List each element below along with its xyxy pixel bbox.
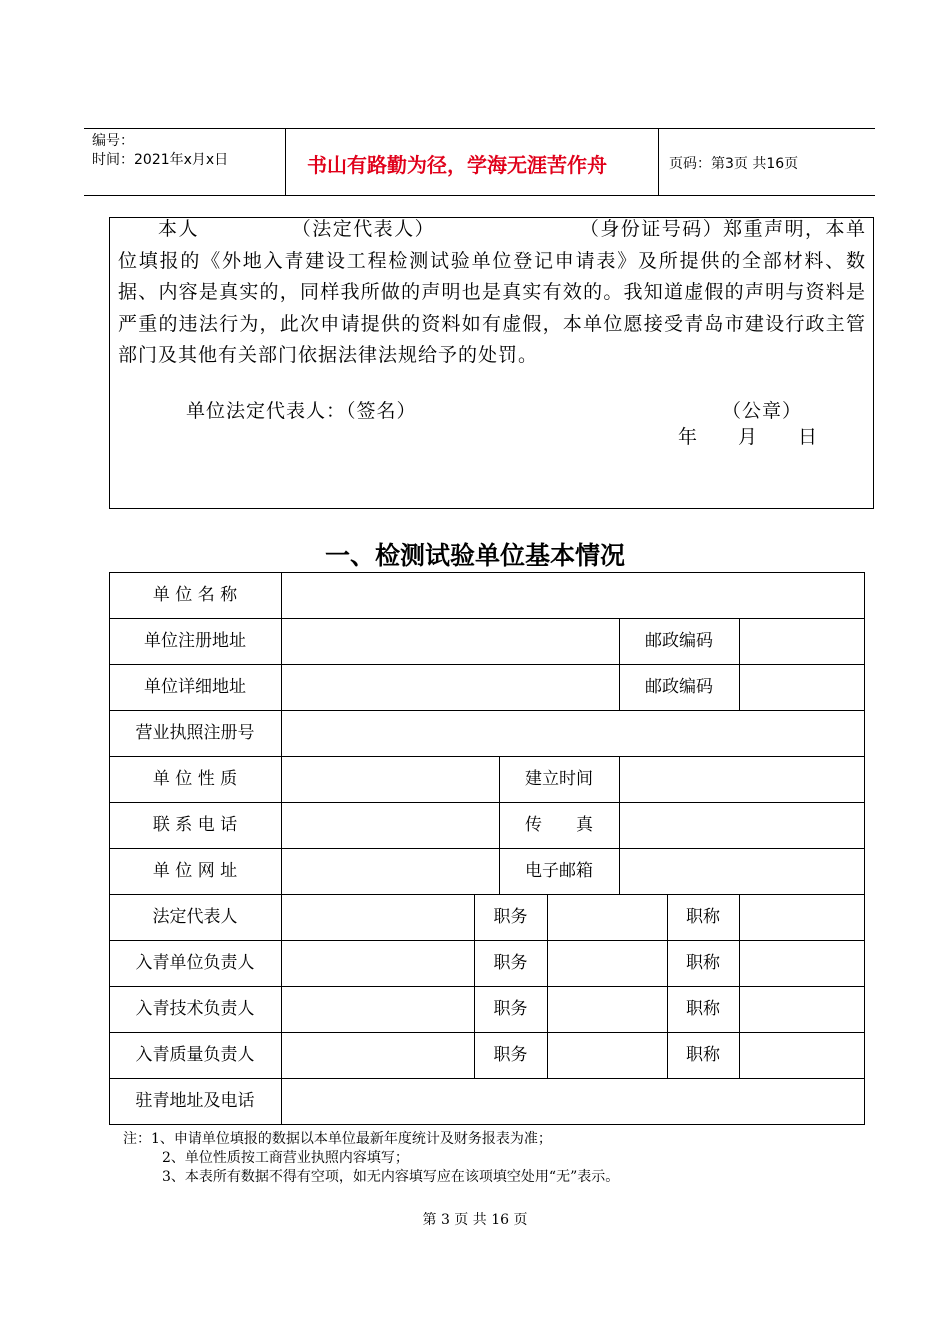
person-title-field[interactable] — [741, 1033, 863, 1077]
reg-address-field[interactable] — [283, 619, 618, 663]
label-person-title: 职称 — [686, 953, 720, 973]
label-person-duty: 职务 — [493, 953, 528, 973]
table-rule — [739, 618, 740, 710]
website-field[interactable] — [283, 849, 498, 893]
declaration-date-label: 年 月 日 — [678, 426, 819, 448]
header-bottom-rule — [84, 195, 875, 196]
table-rule — [109, 1124, 865, 1125]
label-fax: 传 真 — [525, 815, 593, 835]
label-person-role: 入青单位负责人 — [135, 953, 255, 973]
person-name-field[interactable] — [283, 1033, 473, 1077]
label-unit-nature: 单 位 性 质 — [152, 769, 238, 789]
unit-name-field[interactable] — [283, 573, 863, 617]
footer-page-number: 第 3 页 共 16 页 — [422, 1212, 528, 1228]
header-slogan: 书山有路勤为径，学海无涯苦作舟 — [307, 153, 607, 177]
label-person-title: 职称 — [686, 999, 720, 1019]
header-number-label: 编号： — [92, 133, 134, 149]
header-divider-right — [658, 128, 659, 195]
label-detail-address: 单位详细地址 — [144, 677, 246, 697]
header-page-code: 页码：第3页 共16页 — [669, 156, 799, 172]
person-duty-field[interactable] — [549, 987, 666, 1031]
note-line-1: 注：1、申请单位填报的数据以本单位最新年度统计及财务报表为准； — [123, 1131, 552, 1147]
license-no-field[interactable] — [283, 711, 863, 755]
email-field[interactable] — [621, 849, 863, 893]
label-person-role: 法定代表人 — [152, 907, 238, 927]
label-person-title: 职称 — [686, 907, 720, 927]
label-website: 单 位 网 址 — [152, 861, 238, 881]
label-license-no: 营业执照注册号 — [135, 723, 255, 743]
label-person-role: 入青技术负责人 — [135, 999, 255, 1019]
person-title-field[interactable] — [741, 941, 863, 985]
header-time-label: 时间：2021年x月x日 — [92, 152, 229, 168]
header-top-rule — [84, 128, 875, 129]
declaration-seal-label: （公章） — [722, 400, 803, 422]
postcode-2-field[interactable] — [741, 665, 863, 709]
label-postcode-2: 邮政编码 — [645, 677, 713, 697]
label-person-duty: 职务 — [493, 1045, 528, 1065]
person-name-field[interactable] — [283, 895, 473, 939]
postcode-1-field[interactable] — [741, 619, 863, 663]
table-rule — [547, 894, 548, 1078]
label-person-title: 职称 — [686, 1045, 720, 1065]
fax-field[interactable] — [621, 803, 863, 847]
section-title: 一、检测试验单位基本情况 — [324, 541, 625, 570]
detail-address-field[interactable] — [283, 665, 618, 709]
label-postcode-1: 邮政编码 — [645, 631, 713, 651]
label-station-address: 驻青地址及电话 — [135, 1091, 255, 1111]
label-person-role: 入青质量负责人 — [135, 1045, 255, 1065]
label-email: 电子邮箱 — [525, 861, 593, 881]
note-line-2: 2、单位性质按工商营业执照内容填写； — [162, 1150, 409, 1166]
label-reg-address: 单位注册地址 — [144, 631, 246, 651]
table-rule — [281, 572, 282, 1125]
founded-field[interactable] — [621, 757, 863, 801]
table-rule — [739, 894, 740, 1078]
label-person-duty: 职务 — [493, 907, 528, 927]
label-phone: 联 系 电 话 — [152, 815, 238, 835]
note-line-3: 3、本表所有数据不得有空项，如无内容填写应在该项填空处用“无”表示。 — [162, 1169, 620, 1185]
table-rule — [864, 572, 865, 1125]
label-unit-name: 单 位 名 称 — [152, 585, 238, 605]
label-person-duty: 职务 — [493, 999, 528, 1019]
label-founded: 建立时间 — [525, 769, 593, 789]
person-title-field[interactable] — [741, 987, 863, 1031]
declaration-paragraph: 本人 （法定代表人） （身份证号码）郑重声明，本单位填报的《外地入青建设工程检测试验单位登记申请表》及所提供的全部材料、数据、内容是真实的，同样我所做的声明也是真实有效的。我知道虚假的声明与资料是严重的违法行为，此次申请提供的资料如有虚假，本单位愿接受青岛市建设行政主管部门及其他有关部门依据法律法规给予的处罚。 — [118, 218, 866, 366]
person-duty-field[interactable] — [549, 1033, 666, 1077]
person-duty-field[interactable] — [549, 895, 666, 939]
declaration-sign-label: 单位法定代表人：（签名） — [186, 400, 417, 422]
table-rule — [619, 756, 620, 894]
phone-field[interactable] — [283, 803, 498, 847]
station-address-field[interactable] — [283, 1079, 863, 1123]
person-duty-field[interactable] — [549, 941, 666, 985]
person-title-field[interactable] — [741, 895, 863, 939]
unit-nature-field[interactable] — [283, 757, 498, 801]
header-divider-left — [285, 128, 286, 195]
person-name-field[interactable] — [283, 987, 473, 1031]
basic-info-table — [109, 572, 865, 1125]
person-name-field[interactable] — [283, 941, 473, 985]
